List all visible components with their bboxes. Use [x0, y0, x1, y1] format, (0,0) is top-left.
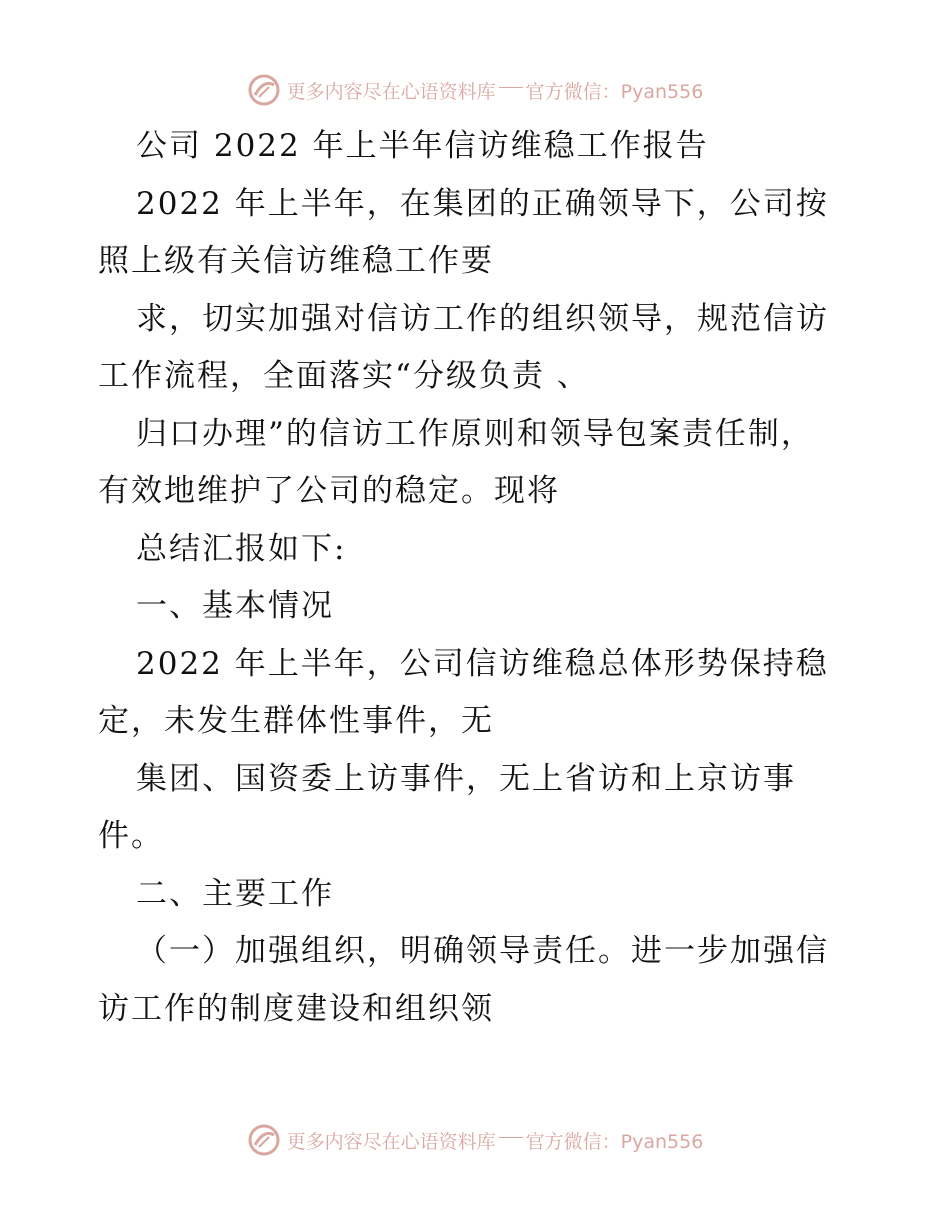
paragraph-line: 总结汇报如下: [136, 530, 347, 567]
footer-watermark-dash [499, 1137, 523, 1138]
document-body [98, 118, 858, 1038]
header-watermark-banner [0, 70, 950, 110]
paragraph-line: 归口办理”的信访工作原则和领导包案责任制， [136, 415, 814, 452]
header-watermark-text: 更多内容尽在心语资料库 [286, 80, 496, 103]
section-heading: 二、主要工作 [136, 875, 334, 912]
document-title: 公司 2022 年上半年信访维稳工作报告 [136, 128, 709, 164]
paragraph-line: 有效地维护了公司的稳定。现将 [98, 473, 560, 509]
header-watermark-dash [499, 87, 523, 88]
section-heading: 一、基本情况 [136, 588, 334, 624]
paragraph-line: 工作流程，全面落实“分级负责 、 [98, 358, 590, 394]
header-watermark-wechat: 官方微信：Pyan556 [525, 80, 704, 103]
brand-logo-icon [247, 73, 281, 107]
footer-watermark-text: 更多内容尽在心语资料库 [286, 1130, 496, 1153]
paragraph-line: 定，未发生群体性事件，无 [98, 703, 494, 739]
paragraph-line: 2022 年上半年，公司信访维稳总体形势保持稳 [136, 645, 829, 682]
paragraph-line: （一）加强组织，明确领导责任。进一步加强信 [136, 933, 829, 969]
paragraph-line: 访工作的制度建设和组织领 [98, 990, 494, 1027]
footer-watermark-banner [0, 1120, 950, 1160]
paragraph-line: 求，切实加强对信访工作的组织领导，规范信访 [136, 300, 829, 337]
paragraph-line: 件。 [98, 818, 164, 854]
paragraph-line: 照上级有关信访维稳工作要 [98, 243, 494, 279]
paragraph-line: 集团、国资委上访事件，无上省访和上京访事 [136, 760, 796, 797]
footer-watermark-wechat: 官方微信：Pyan556 [525, 1130, 704, 1153]
brand-logo-icon [247, 1123, 281, 1157]
paragraph-line: 2022 年上半年，在集团的正确领导下，公司按 [136, 185, 829, 222]
